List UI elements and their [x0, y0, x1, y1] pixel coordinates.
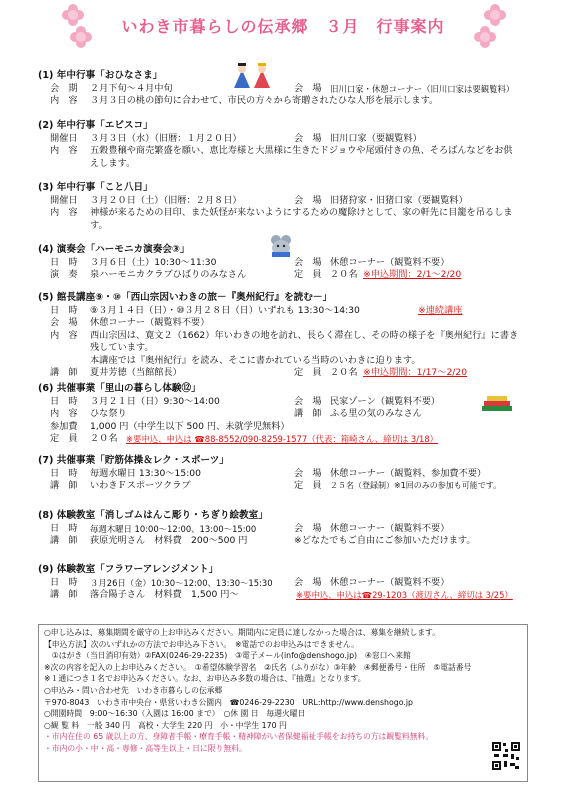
row-value: 夏井芳徳（当館館長） [90, 367, 182, 379]
row-value: 毎週水曜日 13:30～15:00 [90, 467, 201, 479]
detail-row [38, 133, 528, 146]
page-title: いわき市暮らしの伝承郷 ３月 行事案内 [121, 17, 445, 36]
row-value: ⑨３月１４日（日）・⑩３月２８日（日）いずれも 13:30～14:30 [90, 304, 360, 316]
deadline-note: ※申込期間：2/1～2/20 [363, 269, 462, 281]
row-value: 毎週木曜日 10:00～12:00、13:00～15:00 [90, 523, 257, 534]
detail-row [38, 468, 528, 481]
row-label: 講 師 [294, 408, 322, 420]
row-label: 参加費 [50, 420, 78, 432]
row-value: 落合陽子さん 材料費 1,500 円～ [90, 589, 239, 601]
row-value: ３月２０日（土）（旧暦：２月８日） [90, 194, 242, 206]
hina-dolls-icon [228, 60, 274, 90]
row-value: 民家ゾーン（観覧料不要） [330, 395, 441, 407]
detail-row [38, 269, 528, 282]
event-section-6 [38, 383, 528, 446]
row-value: 旧猪狩家・旧猪口家（要観覧料） [330, 194, 468, 206]
row-value: 旧川口家（要観覧料） [330, 132, 422, 144]
row-value: ２５名（登録制）※1回のみの参加も可能です。 [330, 481, 502, 491]
row-label: 講 師 [50, 589, 78, 601]
event-section-8 [38, 510, 528, 548]
detail-row [38, 396, 528, 409]
application-note: ※要申込、申込は☎29-1203（渡辺さん、締切は 3/25） [296, 590, 513, 601]
section-heading: (8) 体験教室「消しゴムはんこ彫り・ちぎり絵教室」 [38, 510, 268, 521]
row-label: 講 師 [50, 480, 78, 492]
row-value: ふる里の気のみなさん [330, 408, 422, 420]
detail-row [38, 433, 528, 446]
detail-row [38, 305, 528, 318]
row-label: 開催日 [50, 132, 78, 144]
event-section-5 [38, 292, 528, 380]
row-label: 会 期 [50, 82, 78, 94]
row-value: 1,000 円（中学生以下 500 円、未就学児無料） [90, 420, 290, 432]
row-label: 日 時 [50, 395, 78, 407]
info-box [38, 624, 528, 782]
section-heading: (5) 館長講座⑨・⑩「西山宗因いわきの旅－『奥州紀行』を読む－」 [38, 292, 333, 303]
detail-row [38, 207, 528, 233]
row-value: ２０名 [90, 433, 118, 445]
detail-row [38, 83, 528, 96]
row-label: 会 場 [294, 256, 322, 268]
section-heading: (6) 共催事業「里山の暮らし体験⑫」 [38, 383, 201, 394]
row-label: 日 時 [50, 576, 78, 588]
detail-row [38, 330, 528, 355]
row-value: ひな祭り [90, 408, 127, 420]
flower-icon [62, 4, 84, 26]
row-value: 泉ハーモニカクラブひばりのみなさん [90, 269, 247, 281]
note-line: ※次の内容を記入の上お申込みください。 ①希望体験学習名 ②氏名（ふりがな）③年齢 ④郵便番号・住所 ⑤電話番号 [44, 662, 472, 672]
event-section-3 [38, 182, 528, 233]
section-heading: (3) 年中行事「こと八日」 [38, 182, 153, 193]
row-label: 講 師 [50, 367, 78, 379]
section-heading: (4) 演奏会「ハーモニカ演奏会③」 [38, 244, 190, 255]
row-label: 日 時 [50, 467, 78, 479]
event-section-9 [38, 564, 528, 602]
row-value: ３月６日（土）10:30～11:30 [90, 256, 217, 268]
detail-row [38, 421, 528, 434]
row-label: 定 員 [294, 367, 322, 379]
row-value: ３月３日の桃の節句に合わせて、市民の方々から寄贈されたひな人形を展示します。 [90, 95, 439, 107]
row-label: 講 師 [50, 535, 78, 547]
application-note: ※要申込、申込は ☎88-8552/090-8259-1577（代表：箱崎さん、締切は 3/18） [126, 434, 439, 445]
row-label: 会 場 [294, 522, 322, 534]
section-heading: (7) 共催事業「貯筋体操＆レク・スポーツ」 [38, 455, 229, 466]
row-value: ３月３日（水）（旧暦：１月２０日） [90, 132, 242, 144]
row-label: 会 場 [294, 194, 322, 206]
row-value: ２０名 [330, 367, 358, 379]
row-label: 会 場 [50, 317, 78, 329]
row-value: ２０名 [330, 269, 358, 281]
row-label: 内 容 [50, 95, 78, 107]
row-label: 日 時 [50, 256, 78, 268]
row-value: ３月26日（金）10:30～12:00、13:30～15:30 [90, 577, 273, 588]
event-section-2 [38, 120, 528, 171]
section-heading: (9) 体験教室「フラワーアレンジメント」 [38, 564, 219, 575]
flower-icon [70, 26, 92, 48]
detail-row [38, 408, 528, 421]
note-line: ○開園時間 9:00～16:30（入園は 16:00 まで） ○休 園 日 毎週火曜日 [44, 709, 306, 719]
row-value: 西山宗因は、寛文２（1662）年いわきの地を訪れ、長らく滞在し、その時の様子を『奥州紀行』に書き残しています。 [90, 329, 519, 354]
note-line: ①はがき（当日消印有効）②FAX(0246-29-2235) ③電子メール(info@denshogo.jp) ④窓口へ来館 [44, 651, 411, 661]
row-value: ２月下旬～４月中旬 [90, 82, 173, 94]
event-section-7 [38, 455, 528, 493]
note-line: ○申し込みは、募集期間を厳守の上お申込みください。期間内に定員に達しなかった場合は、募集を継続します。 [44, 628, 441, 637]
row-label: 日 時 [50, 522, 78, 534]
row-value: 休憩コーナー（観覧料不要） [90, 317, 210, 329]
note-line: ○申込み・問い合わせ先 いわき市暮らしの伝承郷 [44, 685, 223, 695]
row-value: ３月２１日（日）9:30～14:00 [90, 395, 220, 407]
detail-row [38, 145, 528, 171]
detail-row [38, 355, 528, 368]
detail-row [38, 480, 528, 493]
note-line: ※１通につき１名でお申込みください。なお、お申込み多数の場合は、『抽選』となります。 [44, 674, 366, 684]
row-label: 会 場 [294, 82, 322, 94]
event-section-1 [38, 70, 528, 108]
series-note: ※連続講座 [418, 304, 463, 316]
note-line: ○観 覧 料 一般 340 円 高校・大学生 220 円 小・中学生 170 円 [44, 720, 287, 730]
row-label: 会 場 [294, 467, 322, 479]
row-value: いわきＦスポーツクラブ [90, 480, 191, 492]
detail-row [38, 95, 528, 108]
row-value: 休憩コーナー（観覧料不要） [330, 576, 450, 588]
detail-row [38, 523, 528, 536]
row-label: 定 員 [294, 269, 322, 281]
row-label: 内 容 [50, 207, 78, 219]
row-value: 休憩コーナー（観覧料、参加費不要） [330, 467, 487, 479]
harmonica-mouse-icon [264, 232, 298, 262]
row-label: 会 場 [294, 132, 322, 144]
row-value: 神様が来るための目印、また妖怪が来ないようにするための魔除けとして、家の軒先に目籠を吊るします。 [90, 207, 513, 231]
row-value: 休憩コーナー（観覧料不要） [330, 256, 450, 268]
row-value: 五穀豊穣や商売繁盛を願い、恵比寿様と大黒様に生きたドジョウや尾頭付きの魚、そろばんなどをお供えします。 [90, 145, 513, 169]
flower-icon [474, 26, 496, 48]
title-banner [108, 10, 458, 44]
detail-row [38, 317, 528, 330]
detail-row [38, 367, 528, 380]
row-value: 旧川口家・休憩コーナー（旧川口家は要観覧料） [330, 83, 515, 94]
detail-row [38, 535, 528, 548]
qr-code-icon [491, 741, 521, 771]
note-line: 〒970-8043 いわき市中央台・県営いわき公園内 ☎0246-29-2230 URL:http://www.denshogo.jp [44, 697, 413, 707]
row-label: 内 容 [50, 329, 78, 341]
row-label: 日 時 [50, 304, 78, 316]
row-value: 休憩コーナー（観覧料不要） [330, 522, 450, 534]
row-label: 会 場 [294, 395, 322, 407]
row-label: 定 員 [294, 480, 322, 492]
detail-row [38, 577, 528, 590]
section-heading: (1) 年中行事「おひなさま」 [38, 70, 163, 81]
flower-icon [484, 4, 506, 26]
row-label: 内 容 [50, 145, 78, 157]
row-value: 荻原光明さん 材料費 200～500 円 [90, 535, 248, 547]
row-label: 定 員 [50, 433, 78, 445]
row-label: 内 容 [50, 408, 78, 420]
note-line: 【申込方法】次のいずれかの方法でお申込み下さい。 ※電話でのお申込みはできません。 [44, 639, 359, 649]
deadline-note: ※申込期間：1/17～2/20 [363, 367, 468, 379]
open-participation-note: ※どなたでもご自由にご参加いただけます。 [294, 535, 476, 547]
note-line: ・市内の小・中・高・専修・高等生以上・日に限り無料。 [44, 743, 247, 753]
detail-row [38, 195, 528, 208]
detail-row [38, 589, 528, 602]
note-line: ・市内在住の 65 歳以上の方、身障者手帳・療育手帳・精神障がい者保健福祉手帳をお持ちの方は観覧料無料。 [44, 732, 434, 742]
row-label: 演 奏 [50, 269, 78, 281]
section-heading: (2) 年中行事「エビスコ」 [38, 120, 153, 131]
books-icon [480, 394, 514, 416]
row-value: 本講座では『奥州紀行』を読み、そこに書かれている当時のいわきに迫ります。 [90, 354, 421, 366]
row-label: 開催日 [50, 194, 78, 206]
row-label: 会 場 [294, 576, 322, 588]
